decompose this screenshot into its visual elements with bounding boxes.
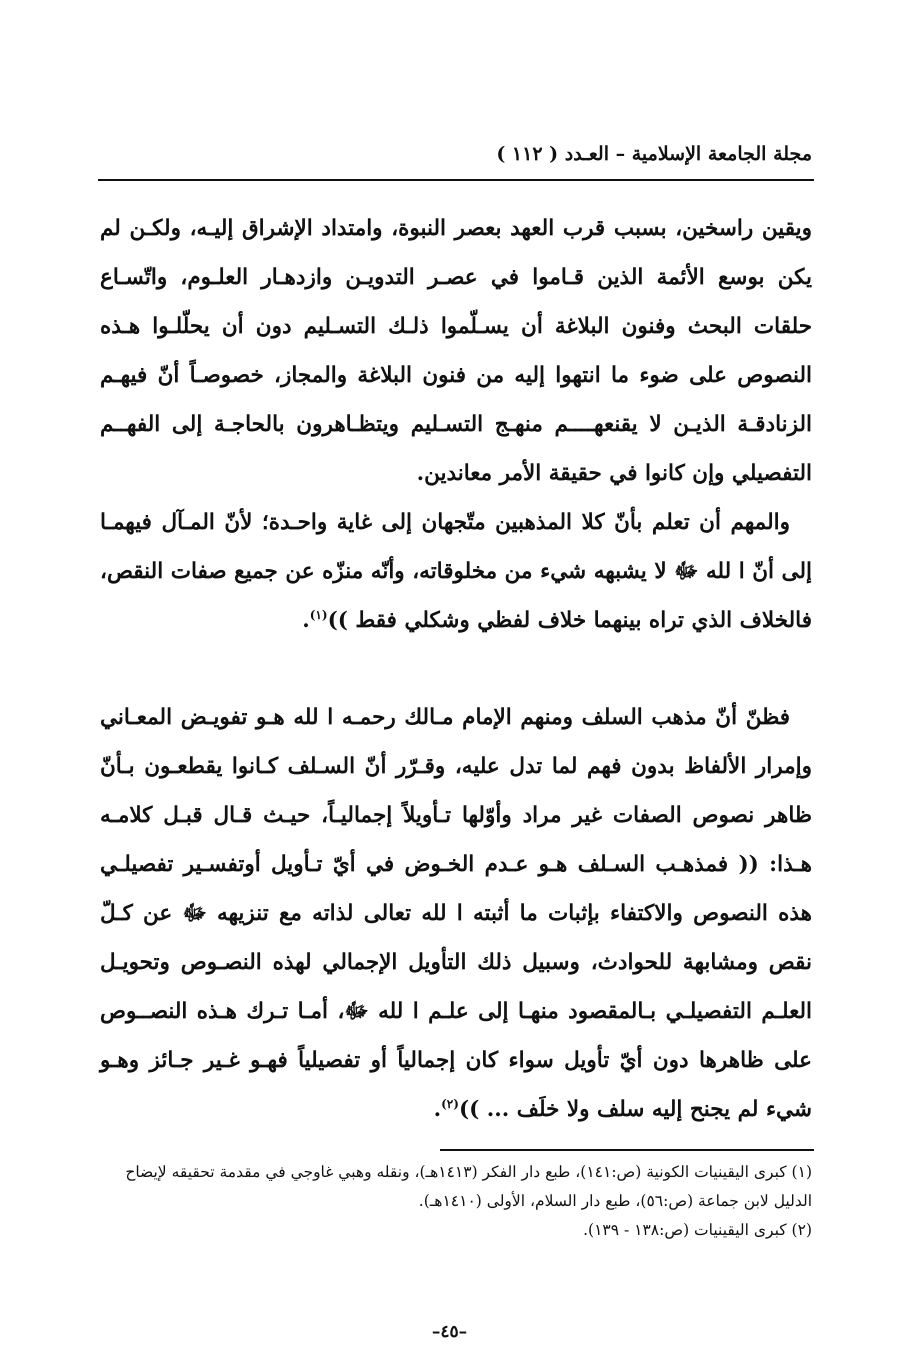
main-text: [100, 204, 812, 1134]
footnote-divider: [440, 1149, 814, 1151]
footnote-ref-1: (١): [309, 607, 328, 622]
paragraph-2: [100, 498, 812, 645]
paragraph-gap: [100, 645, 812, 693]
footnotes: [100, 1158, 812, 1245]
paragraph-2-end: .: [302, 608, 310, 633]
page-number: –٤٥–: [431, 1322, 468, 1342]
footnote-1: (١) كبرى اليقينيات الكونية (ص:١٤١)، طبع دار الفكر (١٤١٣هـ)، ونقله وهبي غاوجي في مقدمة تحقيقه لإيضاح الدليل لابن جماعة (ص:٥٦)، طبع دار السلام، الأولى (١٤١٠هـ).: [125, 1163, 812, 1210]
footnote-ref-2: (٢): [441, 1096, 459, 1111]
paragraph-1: ويقين راسخين، بسبب قرب العهد بعصر النبوة، وامتداد الإشراق إليـه، ولكـن لم يكن بوسع الأئمة الذين قـاموا في عصـر التدويـن وازدهـار العلـوم، واتّسـاع حلقات البحث وفنون البلاغة أن يسـلّموا ذلـك التسـليم دون أن يحلّلـوا هـذه النصوص على ضوء ما انتهوا إليه من فنون البلاغة والمجاز، خصوصـاً أنّ فيهـم الزنادقـة الذيـن لا يقنعهــــم منهـج التسـليم ويتظـاهرون بالحاجـة إلى الفهــم التفصيلي وإن كانوا في حقيقة الأمر معاندين.: [100, 216, 812, 486]
header-divider: [98, 179, 814, 181]
paragraph-3: [100, 693, 812, 1134]
footnote-2: (٢) كبرى اليقينيات (ص:١٣٨ - ١٣٩).: [583, 1221, 812, 1239]
paragraph-3-end: .: [433, 1097, 442, 1122]
journal-title: مجلة الجامعة الإسلامية – العـدد ( ١١٢ ): [496, 143, 812, 165]
journal-header: [100, 140, 812, 168]
paragraph-3-text: فظنّ أنّ مذهب السلف ومنهم الإمام مـالك رحمـه ا لله هـو تفويـض المعـاني وإمرار الألفاظ بدون فهم لما تدل عليه، وقـرّر أنّ السـلف كـانوا يقطعـون بـأنّ ظاهر نصوص الصفات غير مراد وأوّلها تـأويلاً إجماليـاً، حيـث قـال قبـل كلامـه هـذا: (( فمذهـب السـلف هـو عـدم الخـوض في أيّ تـأويل أوتفسـير تفصيلـي هذه النصوص والاكتفاء بإثبات ما أثبته ا لله تعالى لذاته مع تنزيهه ﷻ عن كـلّ نقص ومشابهة للحوادث، وسبيل ذلك التأويل الإجمالي لهذه النصـوص وتحويـل العلـم التفصيلـي بـالمقصود منهـا إلى علـم ا لله ﷻ، أمـا تـرك هـذه النصــوص على ظاهرها دون أيّ تأويل سواء كان إجمالياً أو تفصيلياً فهـو غـير جـائز وهـو شيء لم يجنح إليه سلف ولا خلَف ... )): [100, 705, 812, 1122]
paragraph-2-text: والمهم أن تعلم بأنّ كلا المذهبين متّجهان إلى غاية واحـدة؛ لأنّ المـآل فيهمـا إلى أنّ ا لله ﷻ لا يشبهه شيء من مخلوقاته، وأنّه منزّه عن جميع صفات النقص، فالخلاف الذي تراه بينهما خلاف لفظي وشكلي فقط )): [100, 510, 812, 633]
